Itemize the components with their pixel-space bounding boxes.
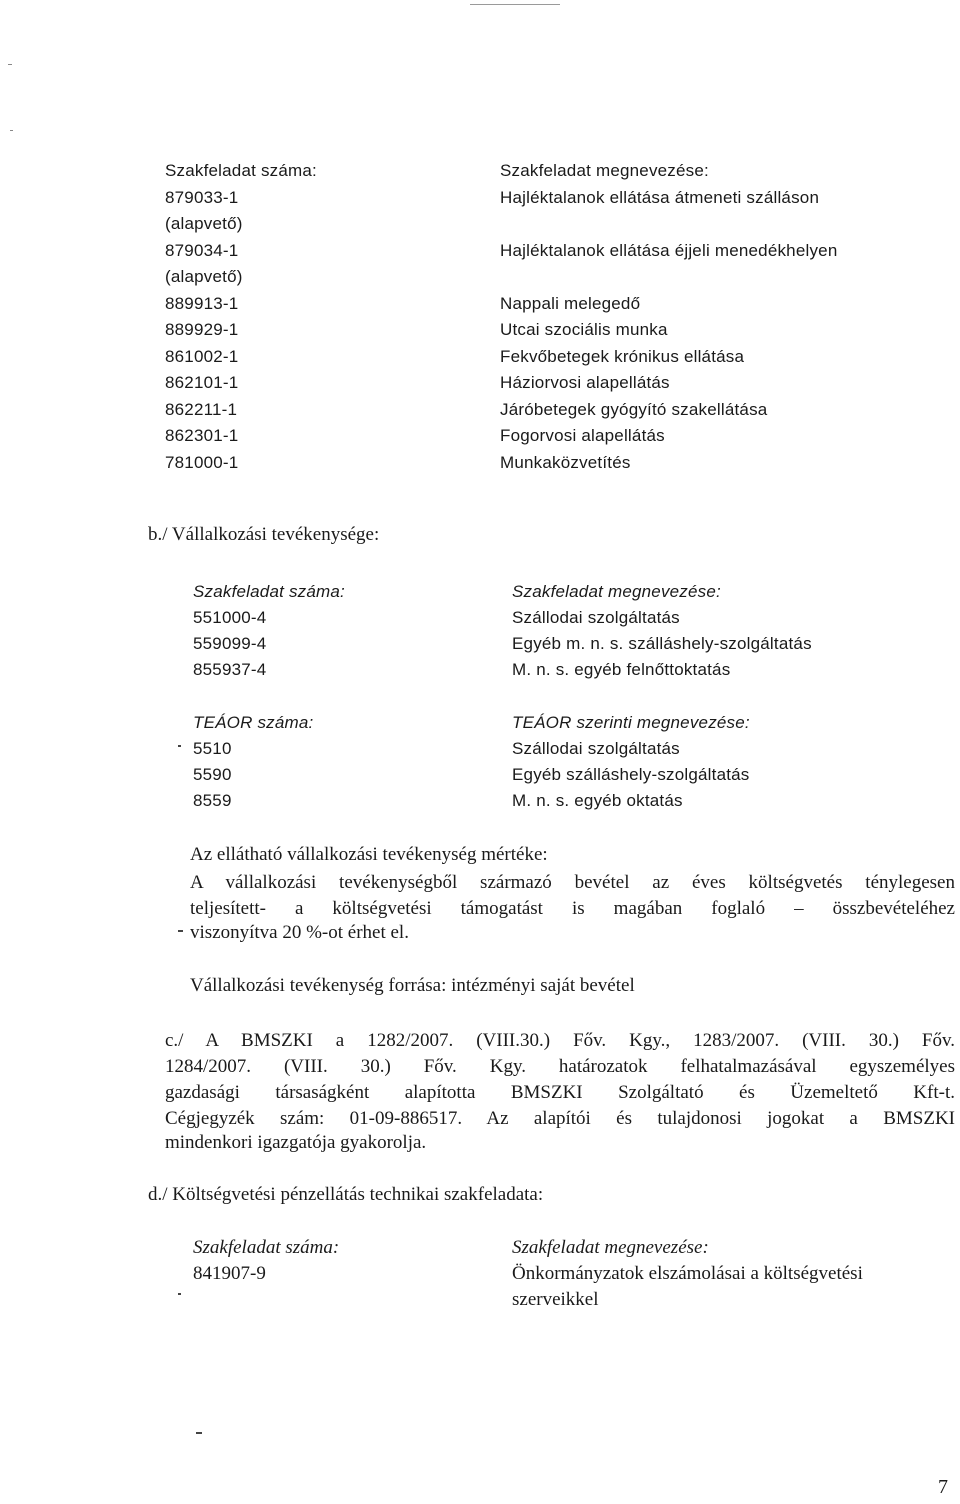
section-d-name-line: Önkormányzatok elszámolásai a költségvetési <box>512 1263 863 1284</box>
szak-header-right: Szakfeladat megnevezése: <box>512 582 721 601</box>
name-row: Munkaközvetítés <box>500 452 631 472</box>
szak-code: 551000-4 <box>193 608 267 627</box>
teaor-header-right: TEÁOR szerinti megnevezése: <box>512 713 750 732</box>
section-c-line: c./ A BMSZKI a 1282/2007. (VIII.30.) Főv. Kgy., 1283/2007. (VIII. 30.) Főv. <box>165 1030 955 1051</box>
name-row: Fekvőbetegek krónikus ellátása <box>500 346 745 366</box>
section-a-names <box>500 158 940 476</box>
teaor-code: 5590 <box>193 765 232 784</box>
section-d-name-line: szerveikkel <box>512 1289 599 1310</box>
code-row: 861002-1 <box>165 346 239 366</box>
forras-text: Vállalkozási tevékenység forrása: intézményi saját bevétel <box>190 975 635 996</box>
section-c-line: gazdasági társaságként alapította BMSZKI Szolgáltató és Üzemeltető Kft-t. <box>165 1082 955 1103</box>
szak-header-left: Szakfeladat száma: <box>193 582 345 601</box>
teaor-code: 8559 <box>193 791 232 810</box>
code-row: 889913-1 <box>165 293 239 313</box>
mertek-line: A vállalkozási tevékenységből származó bevétel az éves költségvetés ténylegesen <box>190 872 955 893</box>
szak-name: Egyéb m. n. s. szálláshely-szolgáltatás <box>512 634 812 653</box>
scan-artifact <box>178 1293 181 1295</box>
name-row-empty <box>500 264 940 291</box>
mertek-line: viszonyítva 20 %-ot érhet el. <box>190 922 409 943</box>
scan-artifact <box>470 4 560 5</box>
name-row: Járóbetegek gyógyító szakellátása <box>500 399 768 419</box>
section-a-right-header: Szakfeladat megnevezése: <box>500 161 709 180</box>
section-c-line: Cégjegyzék szám: 01-09-886517. Az alapítói és tulajdonosi jogokat a BMSZKI <box>165 1108 955 1129</box>
szak-name: Szállodai szolgáltatás <box>512 608 680 627</box>
name-row: Hajléktalanok ellátása átmeneti szálláson <box>500 187 820 207</box>
code-row: 862301-1 <box>165 426 239 445</box>
mertek-line: teljesített- a költségvetési támogatást is magában foglaló – összbevételéhez <box>190 898 955 919</box>
name-row: Nappali melegedő <box>500 293 641 313</box>
szak-code: 559099-4 <box>193 634 267 653</box>
name-row: Utcai szociális munka <box>500 320 668 339</box>
teaor-code: 5510 <box>193 739 232 758</box>
section-d-heading: d./ Költségvetési pénzellátás technikai szakfeladata: <box>148 1184 544 1205</box>
teaor-name: Szállodai szolgáltatás <box>512 739 680 758</box>
code-row: 862101-1 <box>165 373 239 392</box>
code-row: 879033-1 <box>165 187 239 207</box>
scan-artifact <box>8 64 12 65</box>
section-d-header-right: Szakfeladat megnevezése: <box>512 1237 709 1258</box>
scan-artifact <box>178 930 183 932</box>
code-row: 862211-1 <box>165 399 238 419</box>
teaor-name: M. n. s. egyéb oktatás <box>512 791 683 810</box>
section-a-codes <box>165 158 465 476</box>
teaor-header-left: TEÁOR száma: <box>193 713 314 732</box>
section-c-line: mindenkori igazgatója gyakorolja. <box>165 1132 427 1153</box>
name-row: Hajléktalanok ellátása éjjeli menedékhelyen <box>500 240 838 260</box>
section-c-line: 1284/2007. (VIII. 30.) Főv. Kgy. határozatok felhatalmazásával egyszemélyes <box>165 1056 955 1077</box>
scan-artifact <box>10 130 13 131</box>
name-row: Háziorvosi alapellátás <box>500 373 670 392</box>
scan-artifact <box>178 745 181 747</box>
teaor-name: Egyéb szálláshely-szolgáltatás <box>512 765 750 784</box>
mertek-title: Az ellátható vállalkozási tevékenység mértéke: <box>190 844 548 865</box>
szak-name: M. n. s. egyéb felnőttoktatás <box>512 660 731 679</box>
code-row: (alapvető) <box>165 267 243 286</box>
code-row: 781000-1 <box>165 452 239 472</box>
section-d-code: 841907-9 <box>193 1263 266 1284</box>
scan-artifact <box>196 1432 202 1434</box>
section-d-header-left: Szakfeladat száma: <box>193 1237 340 1258</box>
name-row-empty <box>500 211 940 238</box>
section-b-heading: b./ Vállalkozási tevékenysége: <box>148 524 380 545</box>
name-row: Fogorvosi alapellátás <box>500 426 665 445</box>
code-row: 879034-1 <box>165 240 239 260</box>
page-number: 7 <box>938 1476 948 1498</box>
code-row: 889929-1 <box>165 320 239 339</box>
code-row: (alapvető) <box>165 214 243 233</box>
section-a-left-header: Szakfeladat száma: <box>165 161 317 180</box>
szak-code: 855937-4 <box>193 660 267 679</box>
